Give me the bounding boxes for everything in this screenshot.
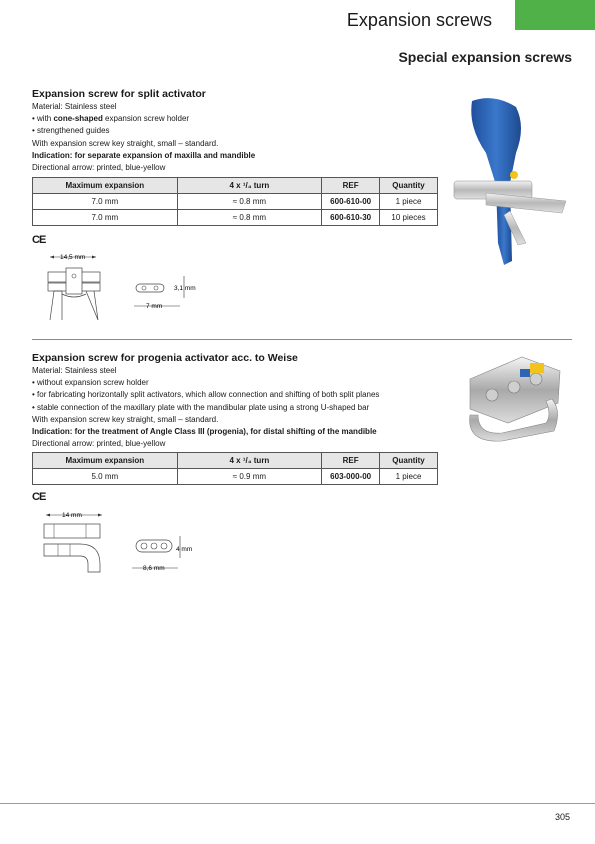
desc-line: • with cone-shaped expansion screw holder	[32, 114, 190, 124]
table-cell: 1 piece	[380, 194, 438, 210]
ce-mark: CE	[32, 491, 46, 503]
section1-title: Expansion screw for split activator	[32, 88, 206, 100]
progenia-activator-screw-image	[462, 351, 568, 447]
column-header: 4 x ¹/₄ turn	[177, 178, 322, 194]
section2-description	[32, 365, 472, 450]
length-dimension: 7 mm	[146, 303, 163, 310]
footer-rule	[0, 803, 595, 804]
column-header: REF	[322, 453, 380, 469]
length-dimension: 8,6 mm	[143, 565, 165, 572]
desc-line: Directional arrow: printed, blue-yellow	[32, 439, 166, 449]
page-subtitle: Special expansion screws	[398, 49, 572, 65]
desc-line: Directional arrow: printed, blue-yellow	[32, 163, 166, 173]
column-header: Quantity	[380, 453, 438, 469]
table-cell: 1 piece	[380, 469, 438, 485]
table-cell: 7.0 mm	[33, 194, 178, 210]
column-header: 4 x ¹/₄ turn	[177, 453, 322, 469]
split-activator-screw-image	[446, 93, 574, 269]
table-row	[33, 210, 438, 226]
table-cell: ≈ 0.8 mm	[177, 194, 322, 210]
table-row	[33, 469, 438, 485]
table-row	[33, 194, 438, 210]
ref-cell: 603-000-00	[322, 469, 380, 485]
page-number: 305	[554, 812, 570, 822]
ce-mark: CE	[32, 234, 46, 246]
section-divider	[32, 339, 572, 340]
column-header: Quantity	[380, 178, 438, 194]
indication-line: Indication: for the treatment of Angle Class III (progenia), for distal shifting of the mandible	[32, 427, 377, 437]
desc-line: • strengthened guides	[32, 126, 110, 136]
desc-line: With expansion screw key straight, small – standard.	[32, 138, 219, 148]
section2-technical-drawing	[40, 506, 210, 586]
section-color-tab	[515, 0, 595, 30]
table-cell: ≈ 0.9 mm	[177, 469, 322, 485]
height-dimension: 4 mm	[176, 546, 193, 553]
ref-cell: 600-610-30	[322, 210, 380, 226]
table-cell: 10 pieces	[380, 210, 438, 226]
table-cell: 7.0 mm	[33, 210, 178, 226]
desc-line: Material: Stainless steel	[32, 366, 117, 375]
desc-line: • for fabricating horizontally split activators, which allow connection and shifting of both split planes	[32, 390, 380, 400]
section2-product-table	[32, 452, 438, 485]
width-dimension: 14 mm	[62, 512, 82, 519]
section1-product-table	[32, 177, 438, 226]
desc-line: • stable connection of the maxillary plate with the mandibular plate using a strong U-shaped bar	[32, 402, 370, 412]
column-header: REF	[322, 178, 380, 194]
indication-line: Indication: for separate expansion of maxilla and mandible	[32, 150, 256, 160]
column-header: Maximum expansion	[33, 453, 178, 469]
column-header: Maximum expansion	[33, 178, 178, 194]
table-cell: ≈ 0.8 mm	[177, 210, 322, 226]
section1-technical-drawing	[40, 250, 210, 325]
desc-line: With expansion screw key straight, small – standard.	[32, 414, 219, 424]
page-title: Expansion screws	[346, 10, 492, 30]
width-dimension: 14,5 mm	[60, 254, 86, 261]
height-dimension: 3,1 mm	[174, 285, 196, 292]
section2-title: Expansion screw for progenia activator acc. to Weise	[32, 352, 298, 364]
desc-line: Material: Stainless steel	[32, 102, 117, 111]
desc-line: • without expansion screw holder	[32, 378, 149, 388]
table-cell: 5.0 mm	[33, 469, 178, 485]
table-header-row	[33, 178, 438, 194]
ref-cell: 600-610-00	[322, 194, 380, 210]
table-header-row	[33, 453, 438, 469]
section1-description	[32, 101, 452, 174]
